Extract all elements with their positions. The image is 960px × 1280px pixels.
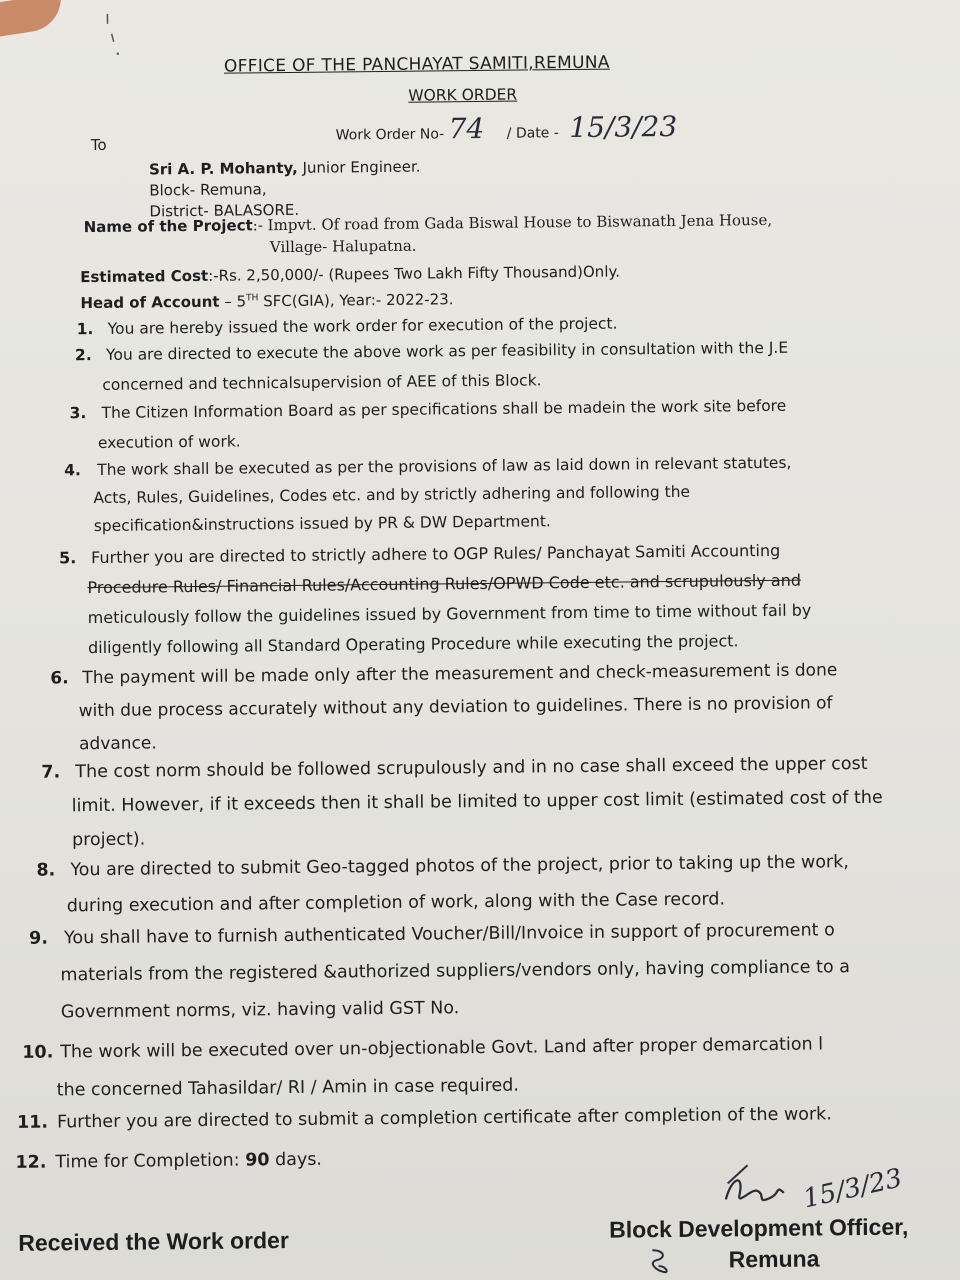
item-number: 1. [76,320,94,339]
item-line: The work shall be executed as per the provisions of law as laid down in relevant statutes, [97,453,792,479]
head-of-account-value: SFC(GIA), Year:- 2022-23. [258,290,454,311]
torn-corner [0,0,66,39]
item-number: 5. [59,548,77,568]
signature-date: 15/3/23 [800,1163,905,1215]
item-line: project). [71,829,146,851]
item-line: execution of work. [97,432,241,452]
item-line: advance. [78,733,157,755]
signatory-place: Remuna [728,1245,820,1273]
recipient-designation: Junior Engineer. [297,157,421,177]
item-line: Government norms, viz. having valid GST No. [60,998,460,1023]
cost-value: :-Rs. 2,50,000/- (Rupees Two Lakh Fifty Thousand)Only. [208,262,621,285]
document-title: WORK ORDER [408,85,518,105]
item-text-part: Time for Completion: [55,1150,246,1173]
item-line: the concerned Tahasildar/ RI / Amin in case required. [56,1075,520,1101]
item-line: You shall have to furnish authenticated Voucher/Bill/Invoice in support of procurement o [63,920,835,949]
cost-block [80,261,620,316]
item-number: 2. [74,346,92,365]
work-order-number: 74 [448,111,485,146]
office-heading: OFFICE OF THE PANCHAYAT SAMITI,REMUNA [223,52,610,77]
item-text [55,1150,322,1173]
item-number: 11. [16,1112,49,1133]
item-line: diligently following all Standard Operating Procedure while executing the project. [87,631,739,658]
item-line: You are hereby issued the work order for execution of the project. [107,314,618,338]
item-line: meticulously follow the guidelines issued by Government from time to time without fail by [87,600,812,628]
head-superscript: TH [246,293,259,304]
margin-marks [97,12,128,72]
item-line: You are directed to submit Geo-tagged photos of the project, prior to taking up the work, [70,852,849,881]
cost-label: Estimated Cost [80,266,209,287]
item-line: during execution and after completion of work, along with the Case record. [66,889,726,917]
received-label: Received the Work order [18,1227,289,1256]
head-of-account-label: Head of Account [80,292,220,313]
recipient-block: Block- Remuna, [149,180,267,200]
item-line: The cost norm should be followed scrupulously and in no case shall exceed the upper cost [75,753,868,783]
item-line: You are directed to execute the above work as per feasibility in consultation with the J.E [105,338,789,364]
item-line: The payment will be made only after the measurement and check-measurement is done [82,660,838,689]
item-line: Procedure Rules/ Financial Rules/Accounting Rules/OPWD Code etc. and scrupulously and [87,570,802,598]
item-number: 12. [15,1152,47,1173]
recipient-district: District- BALASORE. [149,200,300,221]
item-line: limit. However, if it exceeds then it shall be limited to upper cost limit (estimated cost of the [71,787,883,817]
item-line: The Citizen Information Board as per specifications shall be madein the work site before [101,396,787,422]
recipient-name: Sri A. P. Mohanty, [148,158,298,179]
item-text-part: days. [269,1149,323,1171]
recipient-name-line [149,157,421,181]
project-block [84,209,773,260]
project-name: :- Impvt. Of road from Gada Biswal House to Biswanath Jena House, [252,210,773,235]
item-line: The work will be executed over un-objectionable Govt. Land after proper demarcation l [60,1034,824,1063]
completion-days: 90 [245,1150,270,1171]
item-number: 10. [22,1042,54,1063]
item-number: 6. [50,668,69,689]
work-order-line [335,110,677,147]
item-line: materials from the registered &authorized suppliers/vendors only, having compliance to a [60,957,850,986]
item-line: Acts, Rules, Guidelines, Codes etc. and by strictly adhering and following the [93,482,691,508]
item-number: 3. [69,404,87,423]
initial-mark [646,1246,676,1276]
order-date: 15/3/23 [569,109,678,145]
item-number: 9. [28,928,49,949]
item-line: with due process accurately without any deviation to guidelines. There is no provision of [78,693,833,722]
date-label: / Date - [506,125,559,142]
item-number: 8. [36,860,56,881]
head-prefix: – 5 [219,292,247,311]
item-line: Further you are directed to submit a completion certificate after completion of the work. [56,1104,832,1133]
item-number: 4. [64,461,81,480]
project-label: Name of the Project [83,216,253,237]
item-number: 7. [41,762,61,783]
work-order-label: Work Order No- [335,126,445,144]
item-line: concerned and technicalsupervision of AEE of this Block. [102,371,542,394]
to-label: To [90,135,107,155]
item-line: Further you are directed to strictly adhere to OGP Rules/ Panchayat Samiti Accounting [91,540,781,568]
signatory-title: Block Development Officer, [609,1213,909,1243]
item-line: specification&instructions issued by PR & DW Department. [93,512,551,536]
project-village: Village- Halupatna. [269,236,417,257]
